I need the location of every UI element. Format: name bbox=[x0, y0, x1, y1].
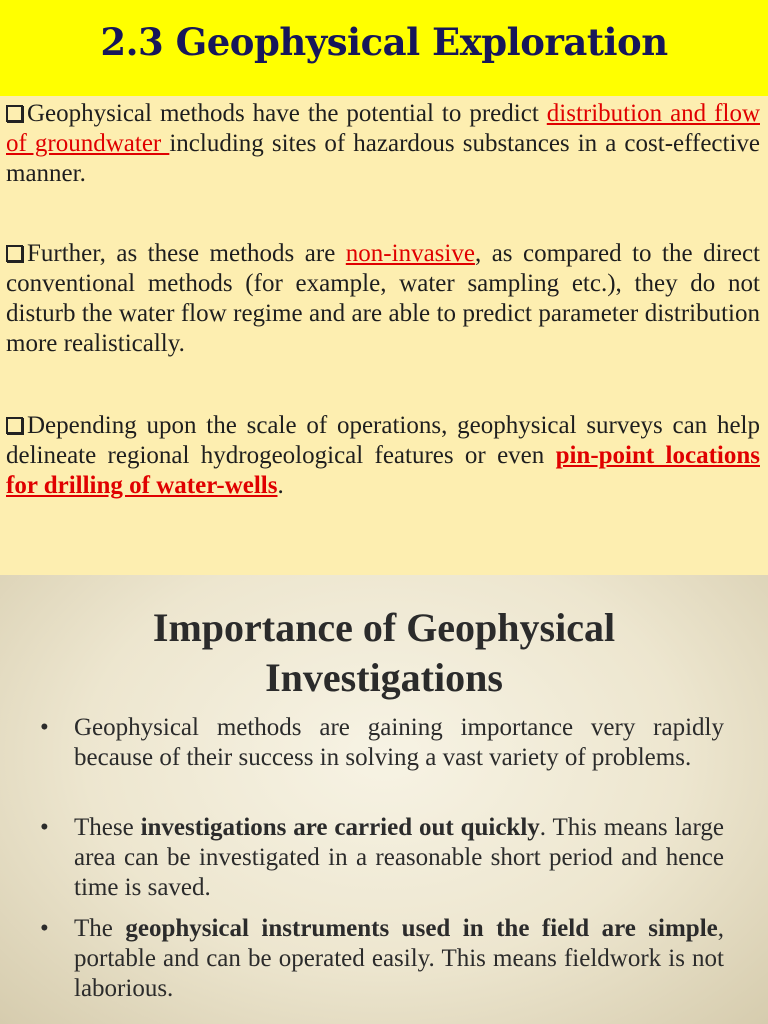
point-2-pre: These bbox=[74, 814, 141, 841]
slide-2-title bbox=[0, 603, 768, 703]
point-2-text bbox=[40, 813, 724, 903]
bullet-3 bbox=[6, 411, 760, 501]
point-3-pre: The bbox=[74, 915, 126, 942]
point-3-post: , portable and can be operated easily. This means fieldwork is not laborious. bbox=[74, 915, 724, 1002]
point-3-bold: geophysical instruments used in the field are simple bbox=[125, 915, 718, 942]
bullet-2-post: , as compared to the direct conventional methods (for example, water sampling etc.), they do not disturb the water flow regime and are able to predict parameter distribution more realistically. bbox=[6, 240, 760, 357]
slide-importance-of-geophysical-investigations bbox=[0, 575, 768, 1024]
bullet-3-highlight: pin-point locations for drilling of water-wells bbox=[6, 442, 760, 499]
slide-2-title-line-2: Investigations bbox=[265, 655, 503, 700]
bullet-1-highlight: distribution and flow of groundwater bbox=[6, 100, 760, 157]
point-2-bold: investigations are carried out quickly bbox=[140, 814, 540, 841]
title-band bbox=[0, 0, 768, 96]
checkbox-bullet-icon bbox=[6, 105, 23, 122]
bullet-dot-icon: • bbox=[40, 814, 49, 841]
bullet-dot-icon: • bbox=[40, 714, 49, 741]
slide-title: 2.3 Geophysical Exploration bbox=[100, 20, 668, 64]
bullet-2 bbox=[6, 239, 760, 359]
bullet-1-pre: Geophysical methods have the potential to predict bbox=[27, 100, 547, 127]
bullet-1-post: including sites of hazardous substances in a cost-effective manner. bbox=[6, 130, 760, 187]
point-2-post: . This means large area can be investigated in a reasonable short period and hence time is saved. bbox=[74, 814, 724, 901]
bullet-2-pre: Further, as these methods are bbox=[27, 240, 346, 267]
checkbox-bullet-icon bbox=[6, 417, 23, 434]
point-1-text: Geophysical methods are gaining importance very rapidly because of their success in solving a vast variety of problems. bbox=[74, 714, 724, 771]
bullet-3-post: . bbox=[277, 472, 284, 499]
bullet-2-highlight: non-invasive bbox=[345, 240, 475, 267]
bullet-dot-icon: • bbox=[40, 915, 49, 942]
point-1 bbox=[40, 713, 724, 773]
slide-2-title-line-1: Importance of Geophysical bbox=[152, 605, 616, 650]
checkbox-bullet-icon bbox=[6, 245, 23, 262]
bullet-3-pre: Depending upon the scale of operations, geophysical surveys can help delineate regional hydrogeological features or even bbox=[6, 412, 760, 469]
point-3 bbox=[40, 914, 724, 1004]
point-2 bbox=[40, 813, 724, 903]
bullet-1 bbox=[6, 99, 760, 189]
point-3-text bbox=[40, 914, 724, 1004]
